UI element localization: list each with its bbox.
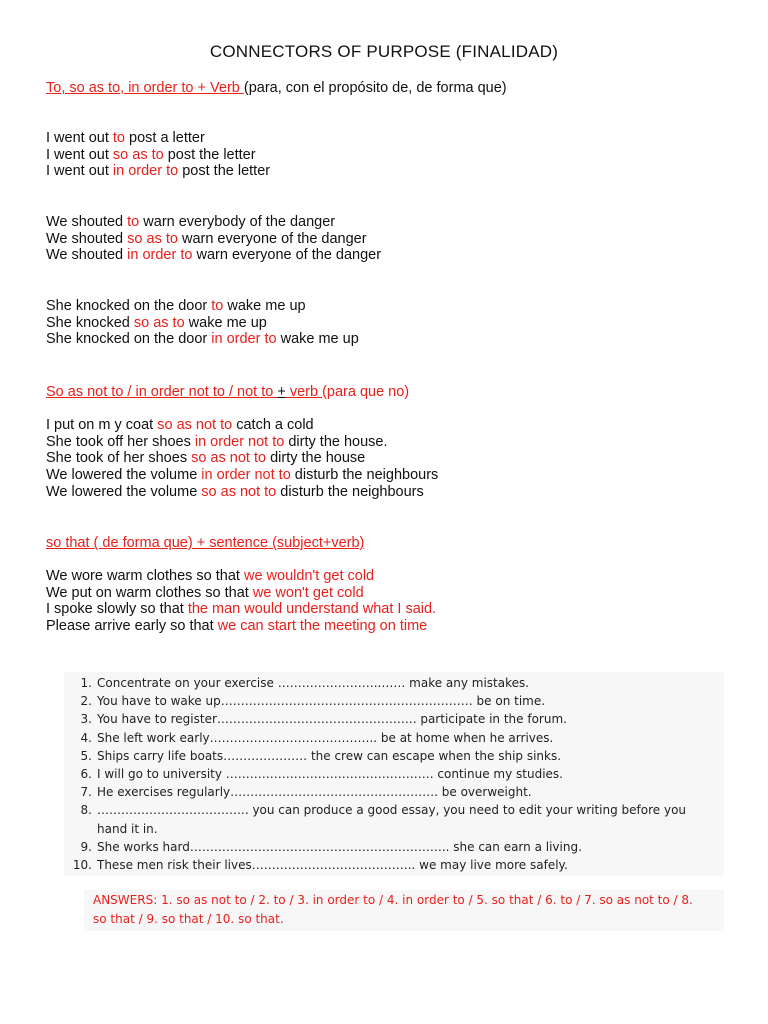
example-line: We lowered the volume so as not to disturb the neighbours <box>46 483 424 500</box>
example-line: She took of her shoes so as not to dirty the house <box>46 450 366 467</box>
exercise-item: 1. Concentrate on your exercise ……………………..…… make any mistakes. <box>80 676 530 690</box>
exercise-item: 10. These men risk their lives………………………………….. we may live more safely. <box>72 858 568 873</box>
exercise-item: 5. Ships carry life boats………………… the crew can escape when the ship sinks. <box>80 748 562 763</box>
example-line: We shouted so as to warn everyone of the danger <box>46 230 367 247</box>
example-line: Please arrive early so that we can start the meeting on time <box>46 618 428 635</box>
rule-connectors: To, so as to, in order to + Verb <box>46 80 244 96</box>
example-line: We put on warm clothes so that we won't get cold <box>46 584 364 601</box>
rule-so-that: so that ( de forma que) + sentence (subject+verb) <box>46 535 365 551</box>
example-line: I went out in order to post the letter <box>46 163 271 180</box>
example-group-knocked <box>46 298 359 348</box>
exercise-item: 4. She left work early………………………….……….. be at home when he arrives. <box>80 730 554 745</box>
exercise-item: 7. He exercises regularly……………………………………………. be overweight. <box>80 785 532 800</box>
example-group-went-out <box>46 130 270 180</box>
example-line: She knocked so as to wake me up <box>46 314 267 331</box>
exercise-item: 9. She works hard……………………………………………………….. she can earn a living. <box>80 839 582 854</box>
example-line: She knocked on the door in order to wake me up <box>46 331 359 348</box>
answers-key: ANSWERS: 1. so as not to / 2. to / 3. in order to / 4. in order to / 5. so that / 6. to / 7. so as not to / 8. so that / 9. so that / 10. so that. <box>84 890 724 931</box>
rule-translation: (para, con el propósito de, de forma que) <box>243 80 507 96</box>
rule-to-so-as-to <box>46 80 507 96</box>
example-line: We shouted in order to warn everyone of the danger <box>46 247 382 264</box>
exercise-list <box>64 672 724 876</box>
exercise-item: 8. ……………………………….. you can produce a good essay, you need to edit your writing before you hand it in. <box>80 803 687 836</box>
example-line: She took off her shoes in order not to dirty the house. <box>46 433 388 450</box>
exercise-item: 2. You have to wake up……………………………………………………… be on time. <box>80 694 546 709</box>
example-group-negative <box>46 417 438 501</box>
exercise-item: 6. I will go to university ……………………………………………. continue my studies. <box>80 767 563 782</box>
example-group-so-that <box>46 568 436 635</box>
example-line: She knocked on the door to wake me up <box>46 298 306 314</box>
rule-so-as-not-to: So as not to / in order not to / not to + verb (para que no) <box>46 384 410 400</box>
example-line: We shouted to warn everybody of the danger <box>46 214 336 230</box>
example-line: I went out to post a letter <box>46 130 205 146</box>
example-line: We wore warm clothes so that we wouldn't get cold <box>46 568 375 584</box>
exercise-item: 3. You have to register………………………………………….. participate in the forum. <box>80 712 567 727</box>
example-line: I put on m y coat so as not to catch a cold <box>46 417 314 433</box>
example-line: We lowered the volume in order not to disturb the neighbours <box>46 467 439 484</box>
example-line: I spoke slowly so that the man would understand what I said. <box>46 601 437 618</box>
example-group-shouted <box>46 214 381 264</box>
page-title: CONNECTORS OF PURPOSE (FINALIDAD) <box>209 42 559 61</box>
example-line: I went out so as to post the letter <box>46 146 256 163</box>
